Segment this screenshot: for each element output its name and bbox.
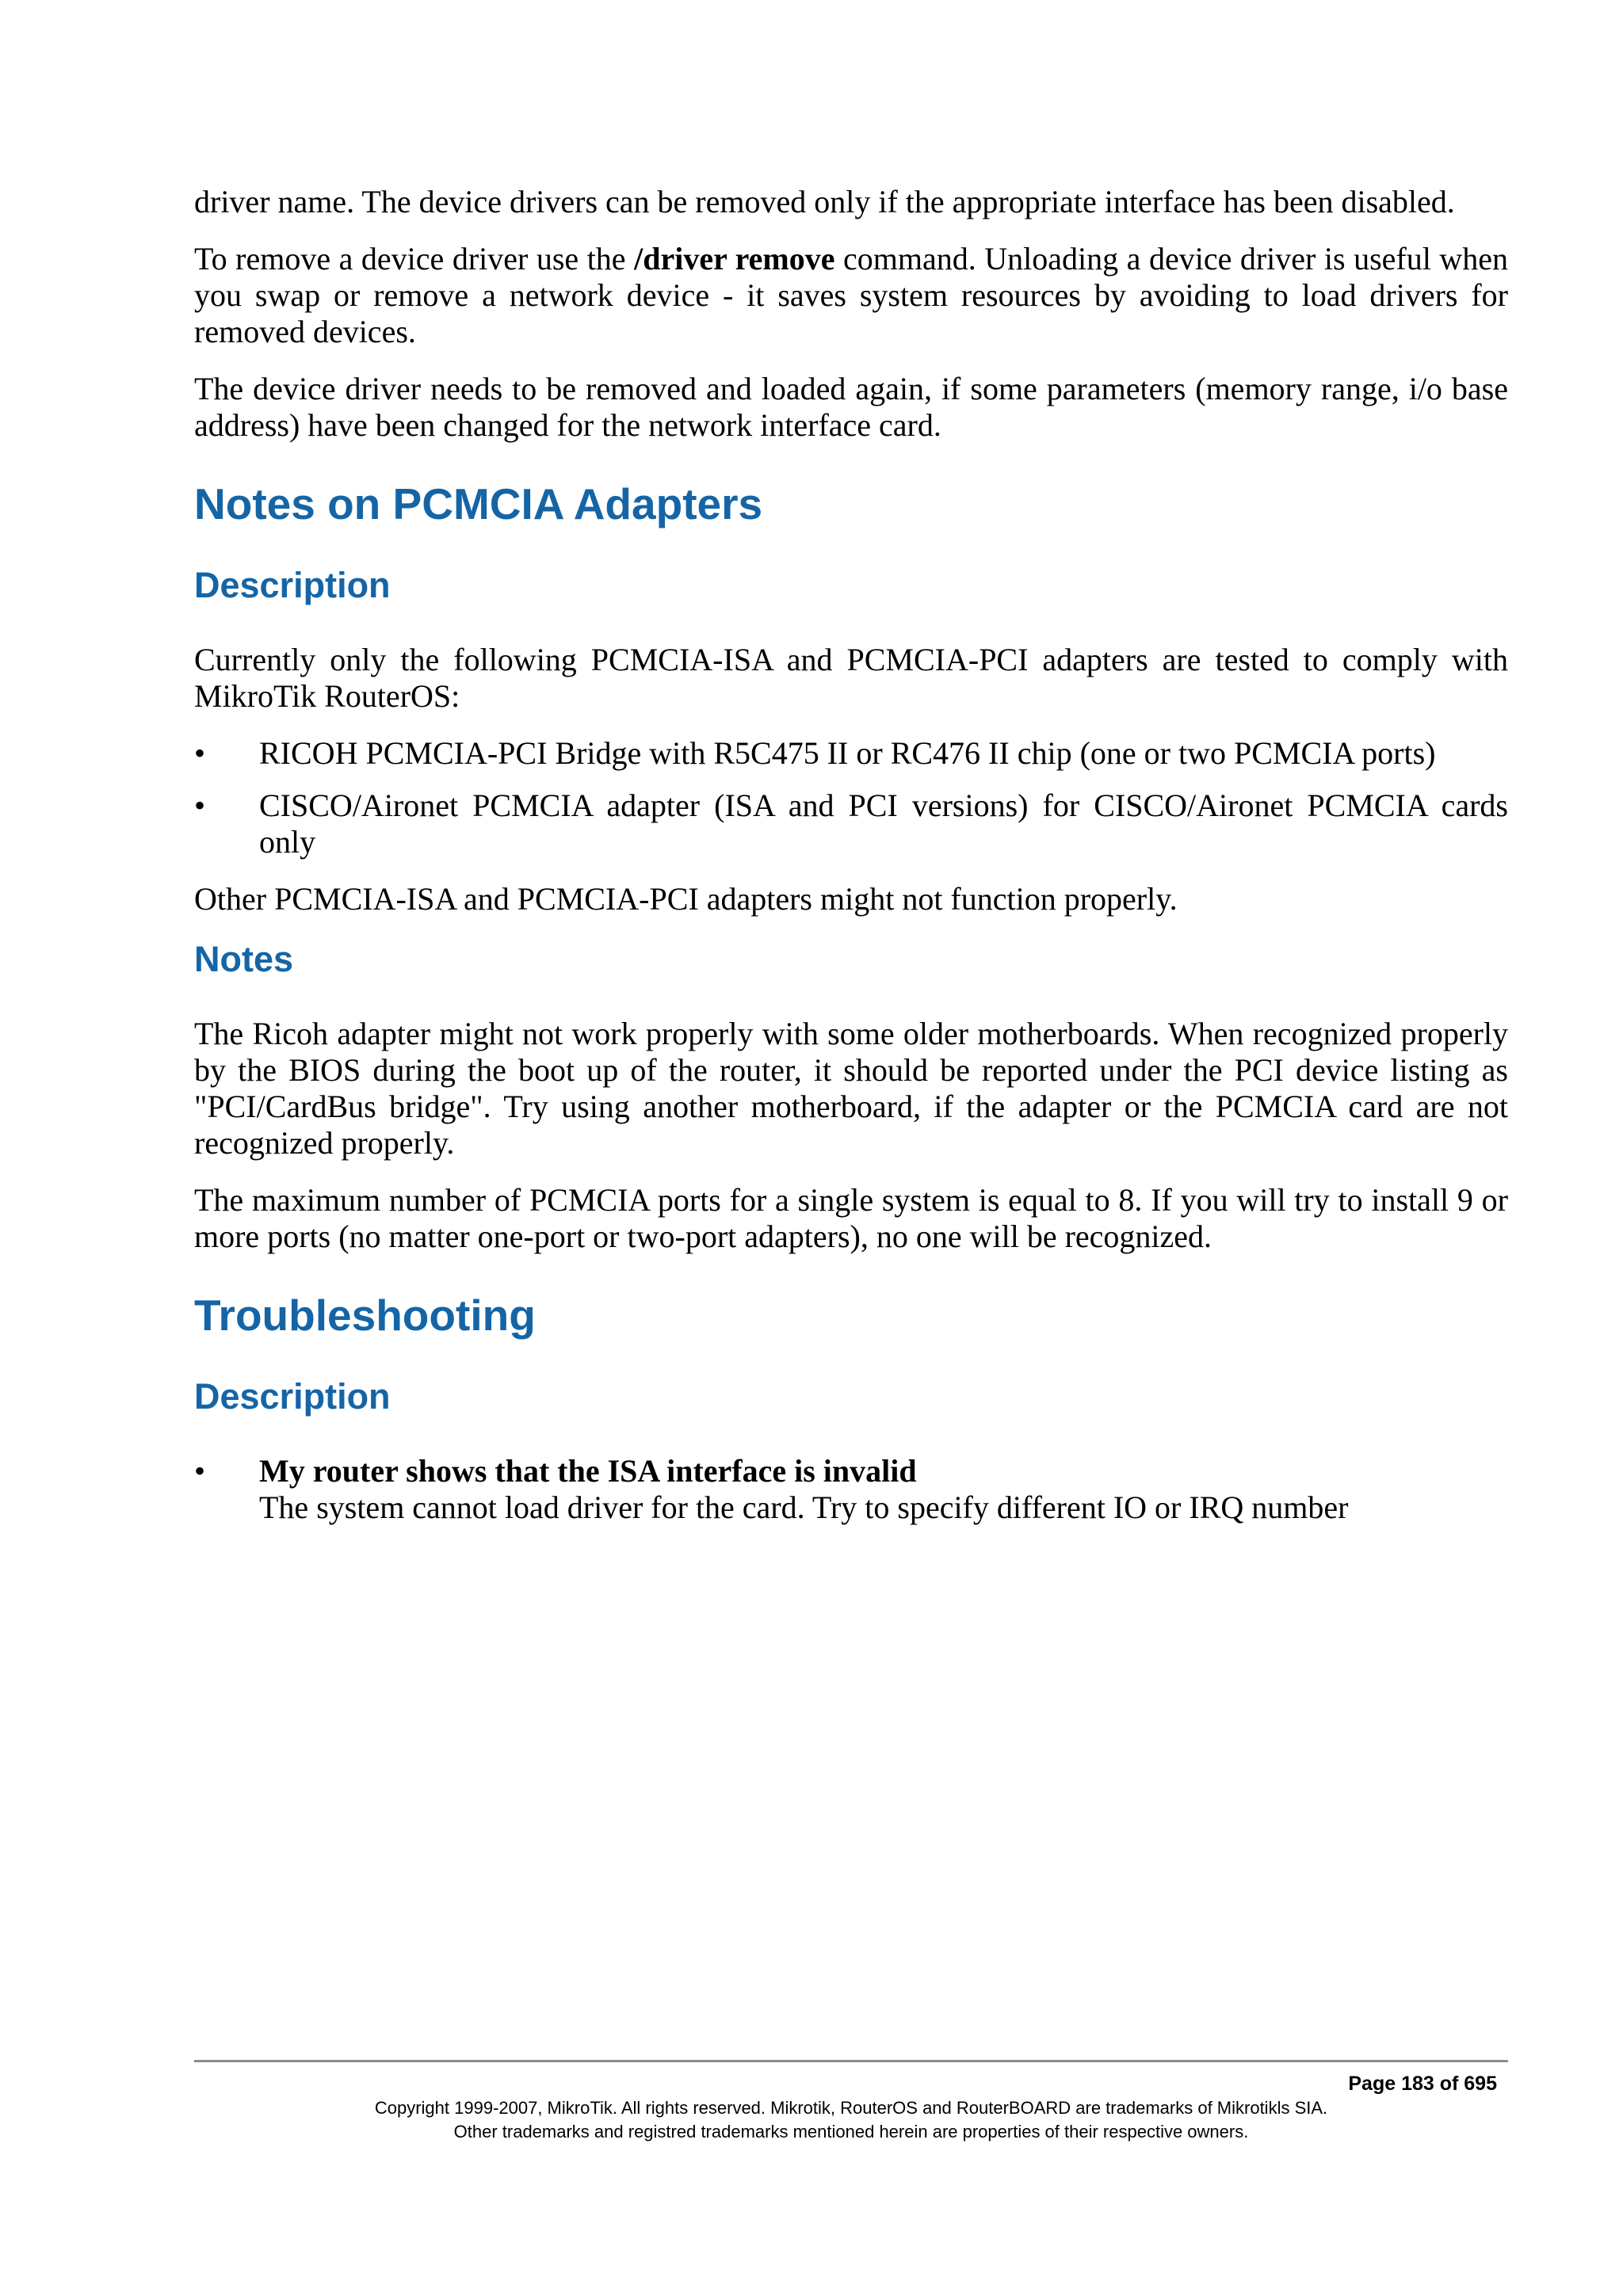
section-title-troubleshooting: Troubleshooting bbox=[194, 1291, 536, 1340]
pcmcia-description-paragraph: Currently only the following PCMCIA-ISA and PCMCIA-PCI adapters are tested to comply with MikroTik RouterOS: bbox=[194, 642, 1508, 714]
copyright-line-1: Copyright 1999-2007, MikroTik. All rights reserved. Mikrotik, RouterOS and RouterBOARD are trademarks of Mikrotikls SIA. bbox=[374, 2098, 1328, 2118]
section-title-pcmcia: Notes on PCMCIA Adapters bbox=[194, 479, 763, 528]
troubleshooting-list bbox=[194, 1453, 1508, 1526]
list-item bbox=[194, 1453, 1508, 1526]
subsection-heading-notes: Notes bbox=[194, 939, 294, 979]
pcmcia-adapter-list bbox=[194, 735, 1508, 860]
pcmcia-other-adapters-paragraph: Other PCMCIA-ISA and PCMCIA-PCI adapters might not function properly. bbox=[194, 881, 1178, 917]
troubleshooting-question: My router shows that the ISA interface is invalid bbox=[259, 1453, 917, 1489]
page-number: Page 183 of 695 bbox=[1348, 2073, 1497, 2095]
bullet-icon: • bbox=[194, 1453, 206, 1489]
footer-divider bbox=[194, 2060, 1508, 2062]
bullet-icon: • bbox=[194, 735, 206, 771]
notes-paragraph-2: The maximum number of PCMCIA ports for a single system is equal to 8. If you will try to install 9 or more ports (no matter one-port or two-port adapters), no one will be recognized. bbox=[194, 1182, 1508, 1254]
list-item-text: CISCO/Aironet PCMCIA adapter (ISA and PCI versions) for CISCO/Aironet PCMCIA cards only bbox=[259, 788, 1508, 860]
driver-remove-command: /driver remove bbox=[634, 241, 835, 277]
intro-paragraph-2-text-before: To remove a device driver use the bbox=[194, 241, 635, 277]
intro-paragraph-2-text-after: command. Unloading a device driver is useful when you swap or remove a network device - it saves system resources by avoiding to load drivers for removed devices. bbox=[194, 241, 1509, 349]
page-content bbox=[194, 184, 1508, 1547]
intro-paragraph-2 bbox=[194, 241, 1508, 350]
subsection-heading-description: Description bbox=[194, 565, 391, 605]
list-item bbox=[194, 788, 1508, 860]
list-item bbox=[194, 735, 1508, 772]
bullet-icon: • bbox=[194, 788, 206, 823]
subsection-heading-troubleshooting-description: Description bbox=[194, 1376, 391, 1417]
copyright-line-2: Other trademarks and registred trademarks mentioned herein are properties of their respective owners. bbox=[453, 2122, 1249, 2142]
list-item-text: RICOH PCMCIA-PCI Bridge with R5C475 II or RC476 II chip (one or two PCMCIA ports) bbox=[259, 735, 1436, 771]
intro-paragraph-3: The device driver needs to be removed and loaded again, if some parameters (memory range, i/o base address) have been changed for the network interface card. bbox=[194, 371, 1508, 443]
page-footer bbox=[194, 2060, 1508, 2143]
notes-paragraph-1: The Ricoh adapter might not work properly with some older motherboards. When recognized properly by the BIOS during the boot up of the router, it should be reported under the PCI device listing as "PCI/CardBus bridge". Try using another motherboard, if the adapter or the PCMCIA card are not recognized properly. bbox=[194, 1016, 1508, 1161]
intro-paragraph-1: driver name. The device drivers can be removed only if the appropriate interface has been disabled. bbox=[194, 184, 1455, 219]
troubleshooting-answer: The system cannot load driver for the card. Try to specify different IO or IRQ number bbox=[259, 1489, 1349, 1525]
